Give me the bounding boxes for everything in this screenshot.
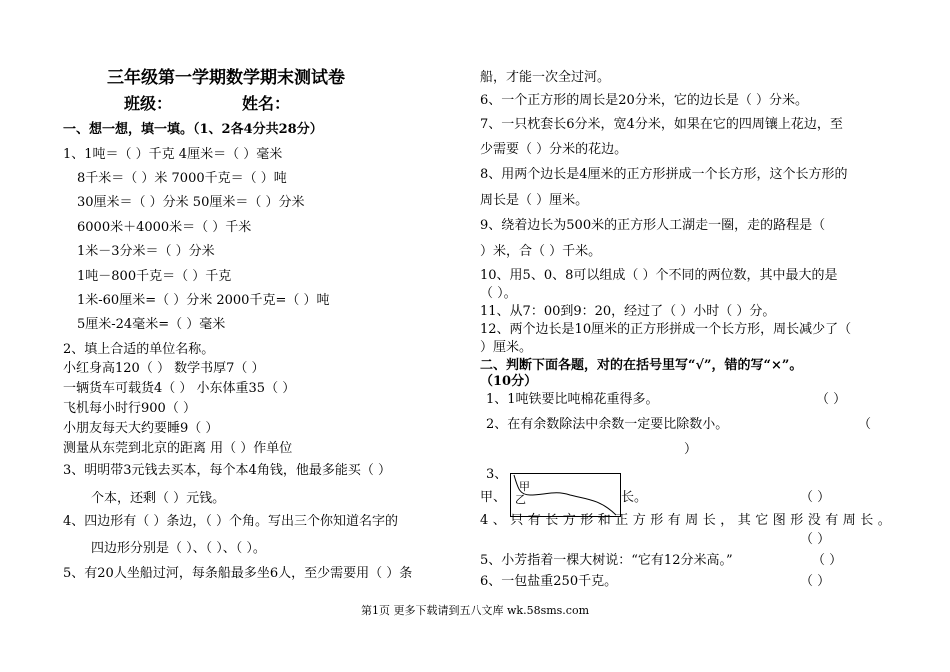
question-8-line-1: 8、用两个边长是4厘米的正方形拼成一个长方形，这个长方形的 xyxy=(480,167,848,182)
question-3-line-1: 3、明明带3元钱去买本，每个本4角钱，他最多能买（ ） xyxy=(63,463,391,478)
judge-3-tail: 长。 xyxy=(621,490,648,505)
judge-1-answer: （ ） xyxy=(816,392,847,407)
judge-5-answer: （ ） xyxy=(812,553,843,568)
figure-curve xyxy=(510,473,621,517)
question-1-line-5: 1米－3分米＝（ ）分米 xyxy=(77,244,215,259)
right-line-1: 船，才能一次全过河。 xyxy=(480,70,611,85)
judge-6: 6、一包盐重250千克。 xyxy=(480,574,618,589)
question-12-line-2: ）厘米。 xyxy=(480,340,533,355)
question-4-line-2: 四边形分别是（ ）、（ ）、（ ）。 xyxy=(91,541,266,556)
question-2: 2、填上合适的单位名称。 xyxy=(63,342,215,357)
question-11: 11、从7：00到9：20，经过了（ ）小时（ ）分。 xyxy=(480,304,776,319)
question-1-line-7: 1米-60厘米=（ ）分米 2000千克=（ ）吨 xyxy=(77,293,330,308)
section-1-heading: 一、想一想，填一填。（1、2各4分共28分） xyxy=(63,122,323,137)
question-1-line-2: 8千米＝（ ）米 7000千克＝（ ）吨 xyxy=(77,171,287,186)
question-3-line-2: 个本，还剩（ ）元钱。 xyxy=(91,491,226,506)
judge-6-answer: （ ） xyxy=(800,574,831,589)
judge-2-answer-open: （ xyxy=(858,417,872,432)
question-7-line-2: 少需要（ ）分米的花边。 xyxy=(480,142,628,157)
question-12-line-1: 12、两个边长是10厘米的正方形拼成一个长方形，周长减少了（ xyxy=(480,322,852,337)
question-2-c: 飞机每小时行900（ ） xyxy=(63,401,196,416)
question-10-line-2: （ ）。 xyxy=(480,286,517,301)
question-1-line-1: 1、1吨＝（ ）千克 4厘米＝（ ）毫米 xyxy=(63,147,283,162)
question-7-line-1: 7、一只枕套长6分米，宽4分米，如果在它的四周镶上花边，至 xyxy=(480,117,843,132)
judge-3-text: 甲、 xyxy=(480,490,507,505)
figure-jia-yi xyxy=(510,473,621,517)
judge-3-number: 3、 xyxy=(486,467,508,482)
question-2-b: 一辆货车可载货4（ ） 小东体重35（ ） xyxy=(63,381,296,396)
judge-2-answer-close: ） xyxy=(684,442,698,457)
question-1-line-3: 30厘米＝（ ）分米 50厘米＝（ ）分米 xyxy=(77,195,305,210)
class-label: 班级： xyxy=(124,94,173,113)
question-5: 5、有20人坐船过河，每条船最多坐6人，至少需要用（ ）条 xyxy=(63,566,413,581)
question-9-line-1: 9、绕着边长为500米的正方形人工湖走一圈，走的路程是（ xyxy=(480,218,826,233)
section-2-points: （10分） xyxy=(480,374,538,389)
judge-1: 1、1吨铁要比吨棉花重得多。 xyxy=(486,392,659,407)
judge-5: 5、小芳指着一棵大树说：“它有12分米高。” xyxy=(480,553,733,568)
question-6: 6、一个正方形的周长是20分米，它的边长是（ ）分米。 xyxy=(480,93,808,108)
question-1-line-8: 5厘米-24毫米=（ ）毫米 xyxy=(77,317,226,332)
question-2-d: 小朋友每天大约要睡9（ ） xyxy=(63,421,219,436)
question-8-line-2: 周长是（ ）厘米。 xyxy=(480,193,589,208)
figure-label-jia: 甲 xyxy=(519,480,530,493)
judge-4: 4、只有长方形和正方形有周长，其它图形没有周长。 xyxy=(480,513,896,528)
question-1-line-6: 1吨－800千克＝（ ）千克 xyxy=(77,269,232,284)
figure-label-yi: 乙 xyxy=(515,493,526,506)
question-4-line-1: 4、四边形有（ ）条边，（ ）个角。写出三个你知道名字的 xyxy=(63,514,399,529)
name-label: 姓名： xyxy=(242,94,291,113)
page-title: 三年级第一学期数学期末测试卷 xyxy=(107,68,345,88)
page-footer: 第1页 更多下载请到五八文库 wk.58sms.com xyxy=(361,604,589,617)
question-2-e: 测量从东莞到北京的距离 用（ ）作单位 xyxy=(63,441,293,456)
question-2-a: 小红身高120（ ） 数学书厚7（ ） xyxy=(63,361,265,376)
judge-4-answer: （ ） xyxy=(800,532,831,547)
judge-3-answer: （ ） xyxy=(800,490,831,505)
question-10-line-1: 10、用5、0、8可以组成（ ）个不同的两位数，其中最大的是 xyxy=(480,268,838,283)
section-2-heading: 二、判断下面各题，对的在括号里写“√”，错的写“×”。 xyxy=(480,358,803,373)
question-9-line-2: ）米，合（ ）千米。 xyxy=(480,244,602,259)
question-1-line-4: 6000米＋4000米＝（ ）千米 xyxy=(77,220,252,235)
judge-2: 2、在有余数除法中余数一定要比除数小。 xyxy=(486,417,729,432)
